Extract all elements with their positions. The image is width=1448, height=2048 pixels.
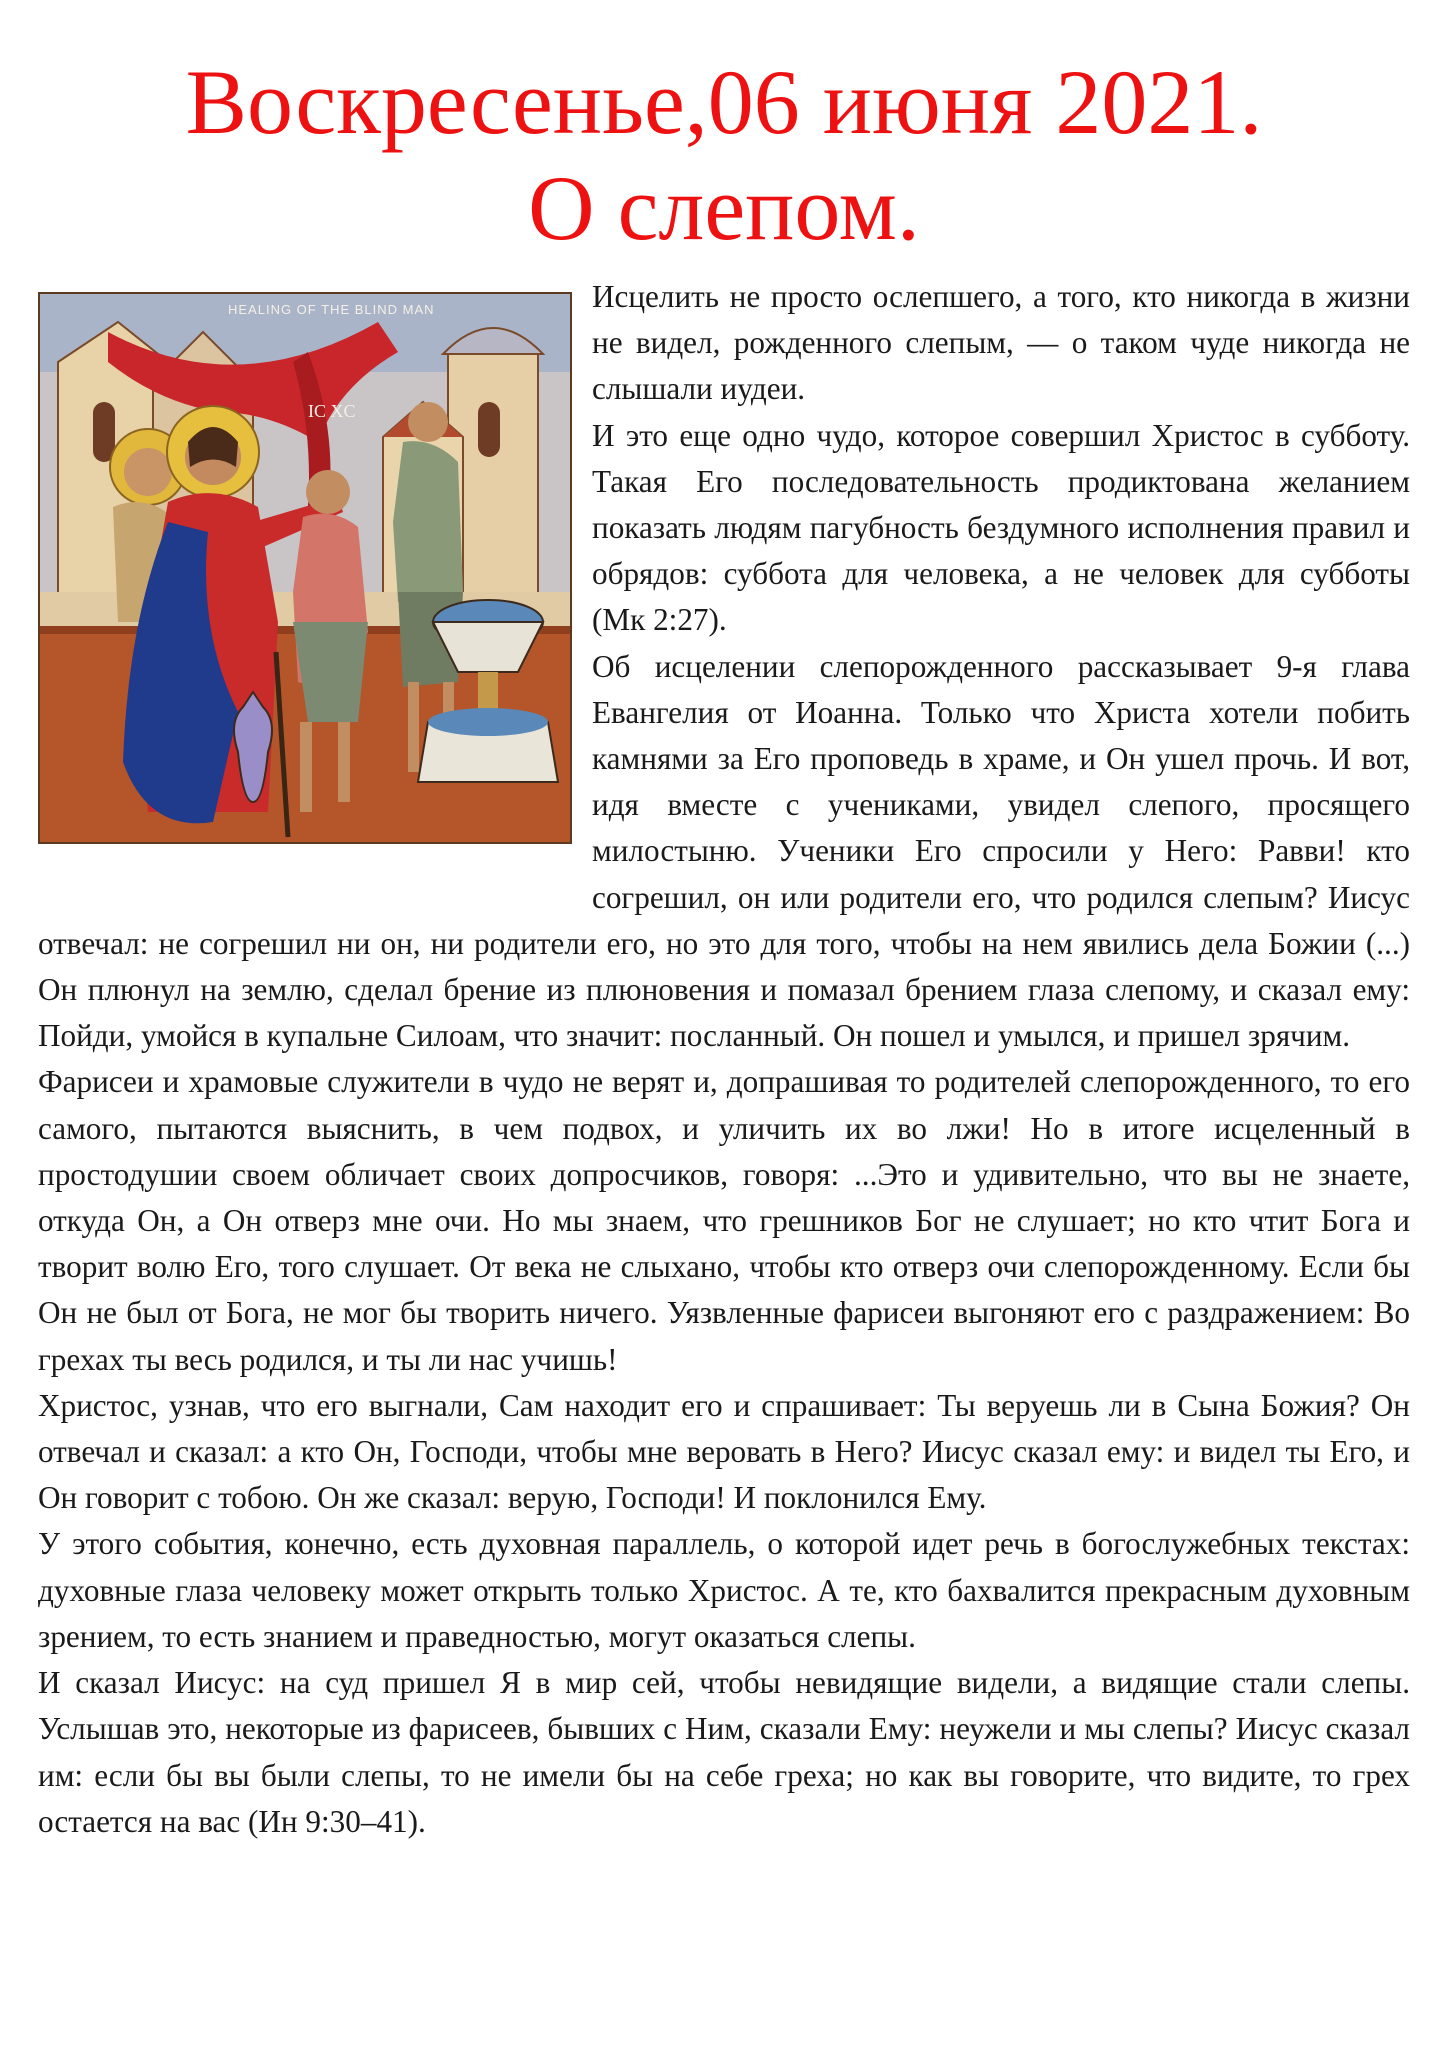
article-body bbox=[38, 274, 1410, 1845]
page-title-subject: О слепом. bbox=[528, 157, 920, 259]
paragraph: И сказал Иисус: на суд пришел Я в мир сей, чтобы невидящие видели, а видящие стали слепы. Услышав это, некоторые из фарисеев, бывших с Ним, сказали Ему: неужели и мы слепы? Иисус сказал им: если бы вы были слепы, то не имели бы на себе греха; но как вы говорите, что видите, то грех остается на вас (Ин 9:30–41). bbox=[38, 1665, 1410, 1839]
paragraph: Об исцелении слепорожденного рассказывает 9-я глава Евангелия от Иоанна. Только что Христа хотели побить камнями за Его проповедь в храме, и Он ушел прочь. И вот, идя вместе с учениками, увидел слепого, просящего милостыню. Ученики Его спросили у Него: Равви! кто согрешил, он или родители его, что родился слепым? Иисус отвечал: не согрешил ни он, ни родители его, но это для того, чтобы на нем явились дела Божии (...) Он плюнул на землю, сделал брение из плюновения и помазал брением глаза слепому, и сказал ему: Пойди, умойся в купальне Силоам, что значит: посланный. Он пошел и умылся, и пришел зрячим. bbox=[38, 648, 1410, 1054]
icon-caption: HEALING OF THE BLIND MAN bbox=[228, 302, 435, 317]
paragraph: И это еще одно чудо, которое совершил Христос в субботу. Такая Его последовательность продиктована желанием показать людям пагубность бездумного исполнения правил и обрядов: суббота для человека, а не человек для субботы (Мк 2:27). bbox=[592, 417, 1410, 638]
page-title-date: Воскресенье,06 июня 2021. bbox=[185, 51, 1263, 153]
image-float-spacer bbox=[38, 274, 592, 886]
paragraph: Христос, узнав, что его выгнали, Сам находит его и спрашивает: Ты веруешь ли в Сына Божия? Он отвечал и сказал: а кто Он, Господи, чтобы мне веровать в Него? Иисус сказал ему: и видел ты Его, и Он говорит с тобою. Он же сказал: верую, Господи! И поклонился Ему. bbox=[38, 1387, 1410, 1516]
paragraph: Фарисеи и храмовые служители в чудо не верят и, допрашивая то родителей слепорожденного, то его самого, пытаются выяснить, в чем подвох, и уличить их во лжи! Но в итоге исцеленный в простодушии своем обличает своих допросчиков, говоря: ...Это и удивительно, что вы не знаете, откуда Он, а Он отверз мне очи. Но мы знаем, что грешников Бог не слушает; но кто чтит Бога и творит волю Его, того слушает. От века не слыхано, чтобы кто отверз очи слепорожденному. Если бы Он не был от Бога, не мог бы творить ничего. Уязвленные фарисеи выгоняют его с раздражением: Во грехах ты весь родился, и ты ли нас учишь! bbox=[38, 1064, 1410, 1377]
paragraph: Исцелить не просто ослепшего, а того, кто никогда в жизни не видел, рожденного слепым, — о таком чуде никогда не слышали иудеи. bbox=[592, 279, 1410, 407]
paragraph: У этого события, конечно, есть духовная параллель, о которой идет речь в богослужебных текстах: духовные глаза человеку может открыть только Христос. А те, кто бахвалится прекрасным духовным зрением, то есть знанием и праведностью, могут оказаться слепы. bbox=[38, 1526, 1410, 1654]
christ-monogram: IC XC bbox=[308, 401, 356, 421]
